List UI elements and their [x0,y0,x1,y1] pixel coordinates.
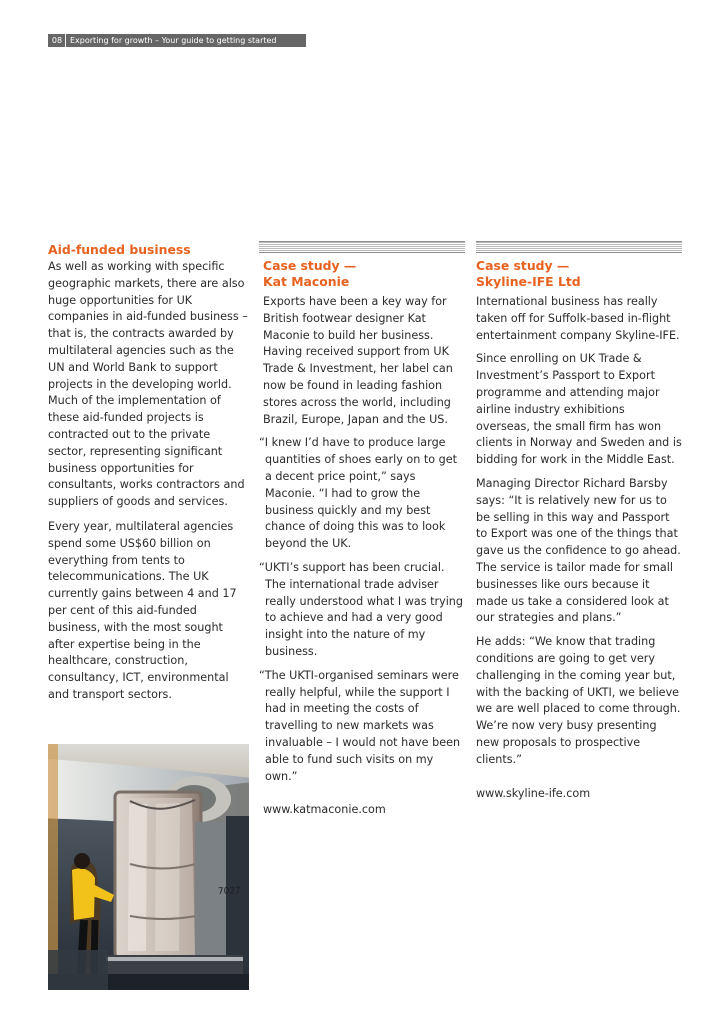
running-header [48,34,306,47]
case-study-body [476,294,682,769]
case-study-name: Kat Maconie [263,274,350,289]
case-study-paragraph: He adds: “We know that trading conditions are going to get very challenging in the coming year but, with the backing of UKTI, we believe we are well placed to come through. We’re now very busy presenting new proposals to prospective clients.” [476,635,681,766]
case-study-body [259,294,465,785]
section-title: Aid-funded business [48,242,191,257]
header-title: Exporting for growth – Your guide to getting started [70,36,277,45]
case-study-rule [476,241,682,253]
case-study-paragraph: Managing Director Richard Barsby says: “It is relatively new for us to be selling in this way and Passport to Export was one of the things that gave us the confidence to go ahead. The service is tailor made for small businesses like ours because it made us take a considered look at our strategies and plans.” [476,476,681,625]
case-study-quote: “I knew I’d have to produce large quantities of shoes early on to get a decent price point,” says Maconie. “I had to grow the business quickly and my best chance of doing this was to look beyond the UK. [259,436,458,551]
skyline-ife-website-link[interactable]: www.skyline-ife.com [476,786,591,800]
case-study-skyline-ife [476,241,682,802]
case-study-paragraph: International business has really taken off for Suffolk-based in-flight entertainment company Skyline-IFE. [476,295,680,342]
header-divider [65,34,66,47]
case-study-kat-maconie [259,241,465,819]
case-study-paragraph: Since enrolling on UK Trade & Investment’s Passport to Export programme and attending major airline industry exhibitions overseas, the small firm has won clients in Norway and Sweden and is bidding for work in the Middle East. [476,352,682,467]
kat-maconie-website-link[interactable]: www.katmaconie.com [263,803,386,817]
case-study-quote: “The UKTI-organised seminars were really helpful, while the support I had in meeting the costs of travelling to new markets was invaluable – I would not have been able to fund such visits on my own.” [259,668,461,783]
case-study-rule [259,241,465,253]
page-number: 08 [51,36,63,45]
case-study-label: Case study — [263,258,357,273]
case-study-quote: “UKTI’s support has been crucial. The international trade adviser really understood what I was trying to achieve and had a very good insight into the nature of my business. [259,560,464,658]
case-study-label: Case study — [476,258,570,273]
case-study-paragraph: Exports have been a key way for British footwear designer Kat Maconie to build her business. Having received support from UK Trade & Investment, her label can now be found in leading fashion stores across the world, including Brazil, Europe, Japan and the US. [263,295,453,426]
aid-funded-business-section [48,242,251,712]
cargo-number-label: 7027 [217,886,241,897]
cargo-loading-photo [48,744,249,990]
case-study-name: Skyline-IFE Ltd [476,274,581,289]
aid-funded-paragraph-1: As well as working with specific geographic markets, there are also huge opportunities for UK companies in aid-funded business – that is, the contracts awarded by multilateral agencies such as the UN and World Bank to support projects in the developing world. Much of the implementation of these aid-funded projects is contracted out to the private sector, representing significant business opportunities for consultants, works contractors and suppliers of goods and services. [48,260,248,509]
aid-funded-paragraph-2: Every year, multilateral agencies spend some US$60 billion on everything from tents to telecommunications. The UK currently gains between 4 and 17 per cent of this aid-funded business, with the most sought after expertise being in the healthcare, construction, consultancy, ICT, environmental and transport sectors. [48,519,237,701]
